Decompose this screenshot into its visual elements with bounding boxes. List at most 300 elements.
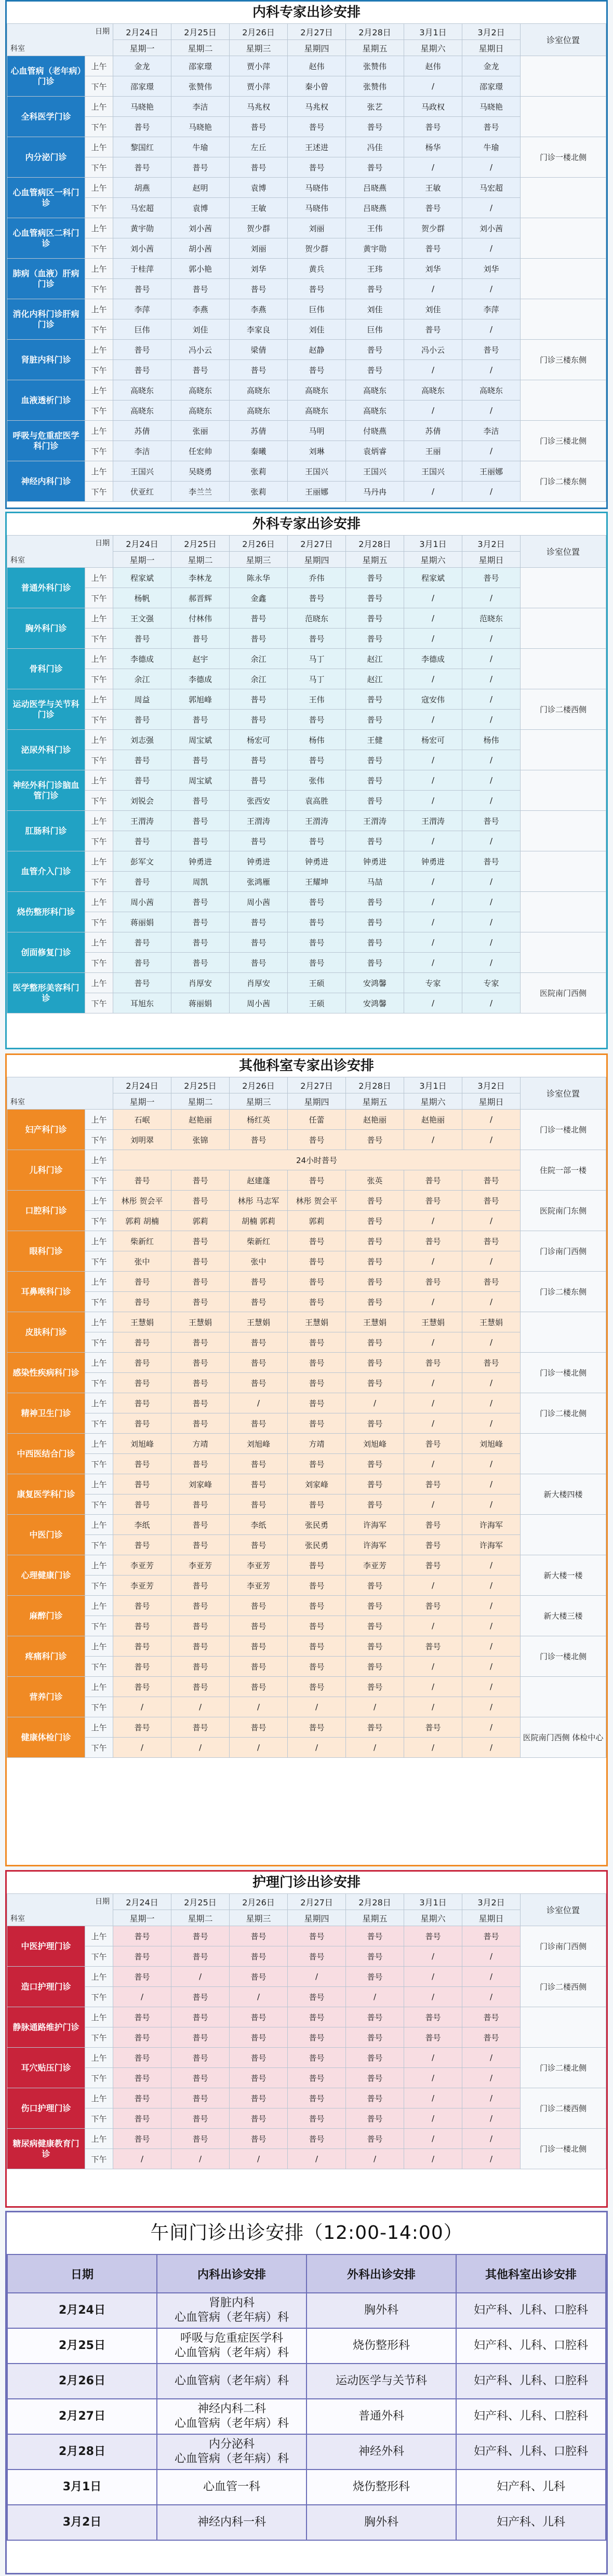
schedule-table bbox=[7, 1077, 606, 1758]
schedule-cell: 普号 bbox=[288, 1576, 346, 1596]
noon-internal: 内分泌科 心血管病（老年病）科 bbox=[157, 2434, 306, 2470]
date-header-row bbox=[7, 536, 606, 552]
schedule-cell: 普号 bbox=[346, 1332, 404, 1353]
schedule-cell: 李德成 bbox=[404, 649, 462, 669]
weekday-header: 星期五 bbox=[346, 1093, 404, 1110]
schedule-cell: 普号 bbox=[171, 1987, 230, 2007]
schedule-row bbox=[7, 259, 606, 279]
schedule-cell: / bbox=[404, 2088, 462, 2108]
noon-clinic-panel bbox=[5, 2211, 608, 2574]
schedule-cell: 普号 bbox=[346, 279, 404, 299]
schedule-cell: 普号 bbox=[462, 851, 521, 872]
schedule-cell: 林彤 贺会平 bbox=[288, 1191, 346, 1211]
schedule-cell: / bbox=[462, 588, 521, 608]
schedule-cell: 普号 bbox=[230, 1535, 288, 1555]
schedule-cell: 赵江 bbox=[346, 649, 404, 669]
schedule-cell: 郝晋辉 bbox=[171, 588, 230, 608]
noon-row bbox=[7, 2434, 606, 2470]
period-label: 上午 bbox=[85, 568, 113, 588]
schedule-cell: 刘小茜 bbox=[113, 238, 171, 259]
schedule-cell: 普号 bbox=[404, 117, 462, 137]
schedule-cell: 高晓东 bbox=[113, 380, 171, 401]
panel-title: 其他科室专家出诊安排 bbox=[238, 1058, 374, 1074]
period-label: 上午 bbox=[85, 892, 113, 912]
noon-date: 3月2日 bbox=[7, 2505, 157, 2540]
schedule-row bbox=[7, 1987, 606, 2007]
schedule-cell: 普号 bbox=[346, 1211, 404, 1231]
department-name: 麻醉门诊 bbox=[7, 1596, 85, 1636]
schedule-cell: 王耀坤 bbox=[288, 872, 346, 892]
schedule-cell: 普号 bbox=[462, 117, 521, 137]
date-header: 2月28日 bbox=[346, 1894, 404, 1910]
schedule-cell: 牛瑜 bbox=[462, 137, 521, 157]
noon-internal: 心血管病（老年病）科 bbox=[157, 2364, 306, 2399]
schedule-cell: 普号 bbox=[230, 1967, 288, 1987]
period-label: 上午 bbox=[85, 689, 113, 710]
schedule-cell: 刘佳 bbox=[171, 319, 230, 340]
schedule-row bbox=[7, 588, 606, 608]
schedule-cell: 方靖 bbox=[288, 1434, 346, 1454]
schedule-cell: 普号 bbox=[346, 1946, 404, 1967]
corner-cell bbox=[7, 1894, 113, 1926]
schedule-cell: 普号 bbox=[346, 1494, 404, 1515]
schedule-cell: 普号 bbox=[288, 2048, 346, 2068]
location-header: 诊室位置 bbox=[521, 536, 606, 568]
date-header: 2月28日 bbox=[346, 536, 404, 552]
schedule-cell: 普号 bbox=[113, 1292, 171, 1312]
noon-other: 妇产科、儿科、口腔科 bbox=[456, 2399, 606, 2434]
schedule-cell: 专家 bbox=[462, 973, 521, 993]
location-header: 诊室位置 bbox=[521, 1077, 606, 1110]
schedule-cell: 王国兴 bbox=[288, 461, 346, 482]
schedule-cell: 普号 bbox=[346, 1251, 404, 1272]
schedule-cell: 黄宇勋 bbox=[113, 218, 171, 238]
schedule-cell: 普号 bbox=[113, 1353, 171, 1373]
schedule-cell: 程家斌 bbox=[404, 568, 462, 588]
schedule-cell: 普号 bbox=[288, 279, 346, 299]
weekday-header: 星期一 bbox=[113, 552, 171, 568]
schedule-cell: 高晓东 bbox=[113, 401, 171, 421]
schedule-cell: 普号 bbox=[230, 1130, 288, 1150]
schedule-cell: 赵江 bbox=[346, 669, 404, 689]
schedule-row bbox=[7, 1717, 606, 1738]
schedule-cell: / bbox=[462, 629, 521, 649]
schedule-cell: 冯佳 bbox=[346, 137, 404, 157]
schedule-row bbox=[7, 811, 606, 831]
schedule-row bbox=[7, 482, 606, 502]
date-header: 3月2日 bbox=[462, 24, 521, 40]
schedule-cell: 普号 bbox=[171, 750, 230, 770]
room-location: 门诊一楼北侧 bbox=[521, 137, 606, 178]
schedule-row bbox=[7, 2129, 606, 2149]
schedule-cell: 普号 bbox=[171, 629, 230, 649]
department-name: 消化内科门诊肝病门诊 bbox=[7, 299, 85, 340]
schedule-cell: 普号 bbox=[404, 2027, 462, 2048]
department-name: 骨科门诊 bbox=[7, 649, 85, 689]
room-location: 门诊一楼北侧 bbox=[521, 1353, 606, 1393]
schedule-cell: 普号 bbox=[113, 1596, 171, 1616]
weekday-header: 星期日 bbox=[462, 40, 521, 56]
schedule-cell: 普号 bbox=[288, 1494, 346, 1515]
schedule-cell: 张西安 bbox=[230, 791, 288, 811]
schedule-cell: 张赞伟 bbox=[171, 76, 230, 97]
schedule-cell: 普号 bbox=[346, 1191, 404, 1211]
schedule-row bbox=[7, 421, 606, 441]
period-label: 下午 bbox=[85, 1130, 113, 1150]
schedule-cell: 李亚芳 bbox=[113, 1576, 171, 1596]
schedule-cell: / bbox=[462, 2048, 521, 2068]
schedule-cell: / bbox=[462, 360, 521, 380]
period-label: 下午 bbox=[85, 993, 113, 1013]
schedule-cell: 普号 bbox=[288, 1413, 346, 1434]
schedule-cell: / bbox=[404, 750, 462, 770]
period-label: 下午 bbox=[85, 1657, 113, 1677]
schedule-cell: 普号 bbox=[346, 770, 404, 791]
schedule-cell: / bbox=[404, 1454, 462, 1474]
schedule-cell: 刘志强 bbox=[113, 730, 171, 750]
schedule-cell: / bbox=[346, 1393, 404, 1413]
room-location bbox=[521, 568, 606, 608]
schedule-row bbox=[7, 1150, 606, 1170]
schedule-cell: 普号 bbox=[113, 1677, 171, 1697]
schedule-cell: 付林伟 bbox=[171, 608, 230, 629]
schedule-row bbox=[7, 1292, 606, 1312]
schedule-cell: 马明 bbox=[288, 421, 346, 441]
schedule-cell: 普号 bbox=[462, 811, 521, 831]
schedule-cell: 普号 bbox=[171, 1231, 230, 1251]
schedule-cell: 高晓东 bbox=[288, 380, 346, 401]
schedule-row bbox=[7, 1576, 606, 1596]
schedule-cell: 普号 bbox=[171, 360, 230, 380]
room-location: 门诊一楼北侧 bbox=[521, 1636, 606, 1677]
schedule-cell: 普号 bbox=[346, 1454, 404, 1474]
schedule-cell: 乔伟 bbox=[288, 568, 346, 588]
date-header-row bbox=[7, 1894, 606, 1910]
schedule-cell: 柴新红 bbox=[113, 1231, 171, 1251]
room-location bbox=[521, 730, 606, 770]
schedule-cell: / bbox=[404, 76, 462, 97]
weekday-header: 星期四 bbox=[288, 1910, 346, 1926]
schedule-cell: 普号 bbox=[346, 689, 404, 710]
schedule-cell: / bbox=[404, 588, 462, 608]
schedule-cell: 李洁 bbox=[113, 441, 171, 461]
schedule-cell: 普号 bbox=[171, 892, 230, 912]
period-label: 下午 bbox=[85, 710, 113, 730]
corner-date-label: 日期 bbox=[95, 1898, 110, 1906]
department-name: 烧伤整形科门诊 bbox=[7, 892, 85, 932]
schedule-cell: / bbox=[462, 1292, 521, 1312]
schedule-cell: 马政权 bbox=[404, 97, 462, 117]
schedule-cell: / bbox=[462, 1251, 521, 1272]
noon-surgery: 普通外科 bbox=[306, 2399, 456, 2434]
schedule-cell: / bbox=[230, 1738, 288, 1758]
schedule-cell: 刘旭峰 bbox=[230, 1434, 288, 1454]
period-label: 下午 bbox=[85, 588, 113, 608]
schedule-cell: 普号 bbox=[288, 2068, 346, 2088]
weekday-header: 星期五 bbox=[346, 552, 404, 568]
schedule-cell: / bbox=[404, 831, 462, 851]
schedule-cell: 普号 bbox=[113, 279, 171, 299]
noon-internal: 神经内科一科 bbox=[157, 2505, 306, 2540]
room-location bbox=[521, 932, 606, 973]
schedule-cell: 杨宏可 bbox=[404, 730, 462, 750]
schedule-row bbox=[7, 1170, 606, 1191]
schedule-cell: 专家 bbox=[404, 973, 462, 993]
department-name: 疼痛科门诊 bbox=[7, 1636, 85, 1677]
schedule-cell: 李德成 bbox=[171, 669, 230, 689]
schedule-cell: 普号 bbox=[113, 340, 171, 360]
schedule-cell: 普号 bbox=[230, 953, 288, 973]
schedule-cell: 普号 bbox=[230, 1636, 288, 1657]
schedule-cell: 许海军 bbox=[462, 1535, 521, 1555]
schedule-cell: 方靖 bbox=[171, 1434, 230, 1454]
schedule-cell: 普号 bbox=[171, 2088, 230, 2108]
schedule-cell: 普号 bbox=[171, 1535, 230, 1555]
schedule-cell: 许海军 bbox=[462, 1515, 521, 1535]
department-name: 泌尿外科门诊 bbox=[7, 730, 85, 770]
schedule-row bbox=[7, 912, 606, 932]
weekday-header: 星期五 bbox=[346, 1910, 404, 1926]
schedule-cell: 李亚芳 bbox=[171, 1555, 230, 1576]
schedule-cell: 钟勇进 bbox=[404, 851, 462, 872]
room-location: 医院南门东侧 bbox=[521, 1191, 606, 1231]
room-location bbox=[521, 770, 606, 811]
schedule-row bbox=[7, 1434, 606, 1454]
department-name: 医学整形美容科门诊 bbox=[7, 973, 85, 1013]
schedule-cell: / bbox=[230, 2149, 288, 2169]
date-header: 2月26日 bbox=[230, 536, 288, 552]
schedule-cell: 钟勇进 bbox=[171, 851, 230, 872]
schedule-cell: 普号 bbox=[230, 2048, 288, 2068]
schedule-row bbox=[7, 1272, 606, 1292]
schedule-cell: 邵家璟 bbox=[171, 56, 230, 76]
schedule-cell: 普号 bbox=[113, 953, 171, 973]
schedule-cell: 杨华 bbox=[404, 137, 462, 157]
schedule-cell: 普号 bbox=[346, 568, 404, 588]
schedule-cell: 普号 bbox=[171, 1515, 230, 1535]
schedule-cell: 普号 bbox=[288, 2027, 346, 2048]
schedule-cell: 普号 bbox=[288, 710, 346, 730]
room-location: 门诊南门西侧 bbox=[521, 1231, 606, 1272]
room-location bbox=[521, 649, 606, 689]
schedule-row bbox=[7, 1616, 606, 1636]
schedule-cell: / bbox=[404, 157, 462, 178]
period-label: 上午 bbox=[85, 1312, 113, 1332]
schedule-cell: 周小茜 bbox=[113, 892, 171, 912]
weekday-header: 星期三 bbox=[230, 1093, 288, 1110]
schedule-cell: / bbox=[404, 710, 462, 730]
department-name: 感染性疾病科门诊 bbox=[7, 1353, 85, 1393]
schedule-cell: 普号 bbox=[171, 1272, 230, 1292]
date-header: 3月1日 bbox=[404, 1077, 462, 1093]
schedule-cell: 赵艳丽 bbox=[346, 1110, 404, 1130]
noon-header-surgery: 外科出诊安排 bbox=[306, 2254, 456, 2293]
date-header: 3月2日 bbox=[462, 536, 521, 552]
date-header: 2月27日 bbox=[288, 1077, 346, 1093]
schedule-cell: 普号 bbox=[113, 1494, 171, 1515]
schedule-cell: 张莉 bbox=[230, 461, 288, 482]
schedule-cell: 赵伟 bbox=[288, 56, 346, 76]
schedule-cell: 普号 bbox=[171, 710, 230, 730]
period-label: 上午 bbox=[85, 932, 113, 953]
schedule-cell: / bbox=[404, 401, 462, 421]
schedule-row bbox=[7, 1191, 606, 1211]
room-location: 门诊二楼北侧 bbox=[521, 2048, 606, 2088]
schedule-cell: 普号 bbox=[288, 1231, 346, 1251]
schedule-table bbox=[7, 1893, 606, 2169]
schedule-cell: / bbox=[404, 2149, 462, 2169]
schedule-cell: 高晓东 bbox=[230, 401, 288, 421]
schedule-row bbox=[7, 770, 606, 791]
period-label: 下午 bbox=[85, 319, 113, 340]
weekday-header: 星期一 bbox=[113, 1910, 171, 1926]
period-label: 下午 bbox=[85, 1535, 113, 1555]
noon-date: 2月28日 bbox=[7, 2434, 157, 2470]
room-location bbox=[521, 56, 606, 97]
period-label: 下午 bbox=[85, 1292, 113, 1312]
department-name: 耳穴贴压门诊 bbox=[7, 2048, 85, 2088]
schedule-cell: 耳旭东 bbox=[113, 993, 171, 1013]
schedule-cell: 林彤 马志军 bbox=[230, 1191, 288, 1211]
schedule-cell: 王国兴 bbox=[404, 461, 462, 482]
room-location: 新大楼三楼 bbox=[521, 1596, 606, 1636]
period-label: 下午 bbox=[85, 1987, 113, 2007]
schedule-cell: 普号 bbox=[230, 710, 288, 730]
noon-row bbox=[7, 2399, 606, 2434]
schedule-cell: / bbox=[462, 1110, 521, 1130]
schedule-cell: 普号 bbox=[404, 198, 462, 218]
schedule-cell: / bbox=[404, 1251, 462, 1272]
schedule-cell: 胡小茜 bbox=[171, 238, 230, 259]
schedule-cell: / bbox=[113, 1697, 171, 1717]
department-name: 康复医学科门诊 bbox=[7, 1474, 85, 1515]
period-label: 下午 bbox=[85, 1332, 113, 1353]
schedule-cell: 普号 bbox=[288, 1555, 346, 1576]
schedule-cell: 林彤 贺会平 bbox=[113, 1191, 171, 1211]
schedule-cell: 普号 bbox=[230, 1677, 288, 1697]
department-name: 肾脏内科门诊 bbox=[7, 340, 85, 380]
schedule-cell: 普号 bbox=[462, 1170, 521, 1191]
schedule-row bbox=[7, 137, 606, 157]
schedule-cell: 普号 bbox=[288, 2129, 346, 2149]
schedule-cell: 普号 bbox=[288, 1130, 346, 1150]
schedule-cell: / bbox=[462, 1332, 521, 1353]
schedule-cell: 刘小茜 bbox=[462, 218, 521, 238]
schedule-cell: 马晓艳 bbox=[113, 97, 171, 117]
schedule-cell: 普号 bbox=[346, 340, 404, 360]
schedule-cell: 马兆权 bbox=[230, 97, 288, 117]
panel-title: 护理门诊出诊安排 bbox=[252, 1875, 361, 1890]
schedule-cell: 普号 bbox=[346, 953, 404, 973]
schedule-row bbox=[7, 380, 606, 401]
schedule-cell: 普号 bbox=[230, 1454, 288, 1474]
schedule-cell: 普号 bbox=[288, 1272, 346, 1292]
period-label: 下午 bbox=[85, 157, 113, 178]
schedule-cell: / bbox=[462, 1616, 521, 1636]
period-label: 上午 bbox=[85, 259, 113, 279]
schedule-cell: / bbox=[462, 441, 521, 461]
schedule-cell: / bbox=[462, 238, 521, 259]
schedule-row bbox=[7, 629, 606, 649]
schedule-cell: 刘明翠 bbox=[113, 1130, 171, 1150]
schedule-cell: 普号 bbox=[230, 1353, 288, 1373]
noon-table bbox=[7, 2254, 606, 2541]
schedule-cell: 巨伟 bbox=[346, 319, 404, 340]
noon-internal: 肾脏内科 心血管病（老年病）科 bbox=[157, 2293, 306, 2328]
schedule-cell: / bbox=[288, 1967, 346, 1987]
schedule-cell: 普号 bbox=[346, 750, 404, 770]
schedule-row bbox=[7, 568, 606, 588]
schedule-cell: 普号 bbox=[346, 1596, 404, 1616]
noon-other: 妇产科、儿科、口腔科 bbox=[456, 2364, 606, 2399]
schedule-cell: 普号 bbox=[288, 1946, 346, 1967]
schedule-cell: 普号 bbox=[462, 1926, 521, 1946]
weekday-header: 星期六 bbox=[404, 1093, 462, 1110]
schedule-cell: 普号 bbox=[346, 1373, 404, 1393]
schedule-cell: 普号 bbox=[346, 1677, 404, 1697]
period-label: 上午 bbox=[85, 649, 113, 669]
schedule-cell: 普号 bbox=[230, 1272, 288, 1292]
period-label: 下午 bbox=[85, 2108, 113, 2129]
room-location: 门诊三楼北侧 bbox=[521, 421, 606, 461]
schedule-cell: 王慧娟 bbox=[404, 1312, 462, 1332]
schedule-cell: 余江 bbox=[113, 669, 171, 689]
period-label: 上午 bbox=[85, 1353, 113, 1373]
schedule-cell: 范晓东 bbox=[288, 608, 346, 629]
schedule-row bbox=[7, 2007, 606, 2027]
schedule-cell: 普号 bbox=[230, 360, 288, 380]
schedule-cell: 周小茜 bbox=[230, 892, 288, 912]
schedule-cell: 邵家璟 bbox=[462, 76, 521, 97]
schedule-row bbox=[7, 461, 606, 482]
schedule-cell: 苏倩 bbox=[404, 421, 462, 441]
noon-other: 妇产科、儿科 bbox=[456, 2505, 606, 2540]
schedule-cell: 普号 bbox=[404, 1535, 462, 1555]
schedule-cell: 普号 bbox=[113, 1272, 171, 1292]
schedule-cell: / bbox=[462, 157, 521, 178]
schedule-cell: 刘锐会 bbox=[113, 791, 171, 811]
schedule-cell: 胡燕 bbox=[113, 178, 171, 198]
schedule-cell: / bbox=[462, 912, 521, 932]
schedule-cell: 普号 bbox=[171, 2048, 230, 2068]
schedule-cell: 普号 bbox=[404, 1191, 462, 1211]
schedule-cell: 王硕 bbox=[288, 993, 346, 1013]
schedule-cell: / bbox=[113, 1738, 171, 1758]
schedule-row bbox=[7, 1946, 606, 1967]
schedule-cell: 于桂萍 bbox=[113, 259, 171, 279]
schedule-cell: 张莉 bbox=[230, 482, 288, 502]
period-label: 上午 bbox=[85, 1677, 113, 1697]
schedule-cell: 普号 bbox=[230, 1717, 288, 1738]
schedule-cell: / bbox=[462, 1474, 521, 1494]
schedule-cell: 刘旭峰 bbox=[113, 1434, 171, 1454]
schedule-cell: 周宝斌 bbox=[171, 730, 230, 750]
schedule-cell: 普号 bbox=[346, 1636, 404, 1657]
schedule-cell: 高晓东 bbox=[288, 401, 346, 421]
schedule-cell: / bbox=[462, 689, 521, 710]
schedule-cell: 普号 bbox=[230, 1616, 288, 1636]
schedule-cell: 普号 bbox=[113, 1393, 171, 1413]
schedule-cell: 普号 bbox=[171, 1576, 230, 1596]
schedule-cell: 普号 bbox=[171, 1413, 230, 1434]
schedule-cell: 普号 bbox=[346, 2048, 404, 2068]
noon-date: 3月1日 bbox=[7, 2470, 157, 2505]
date-header-row bbox=[7, 1077, 606, 1093]
schedule-row bbox=[7, 198, 606, 218]
schedule-cell: / bbox=[288, 1738, 346, 1758]
schedule-cell: / bbox=[171, 2149, 230, 2169]
schedule-cell: / bbox=[346, 1738, 404, 1758]
